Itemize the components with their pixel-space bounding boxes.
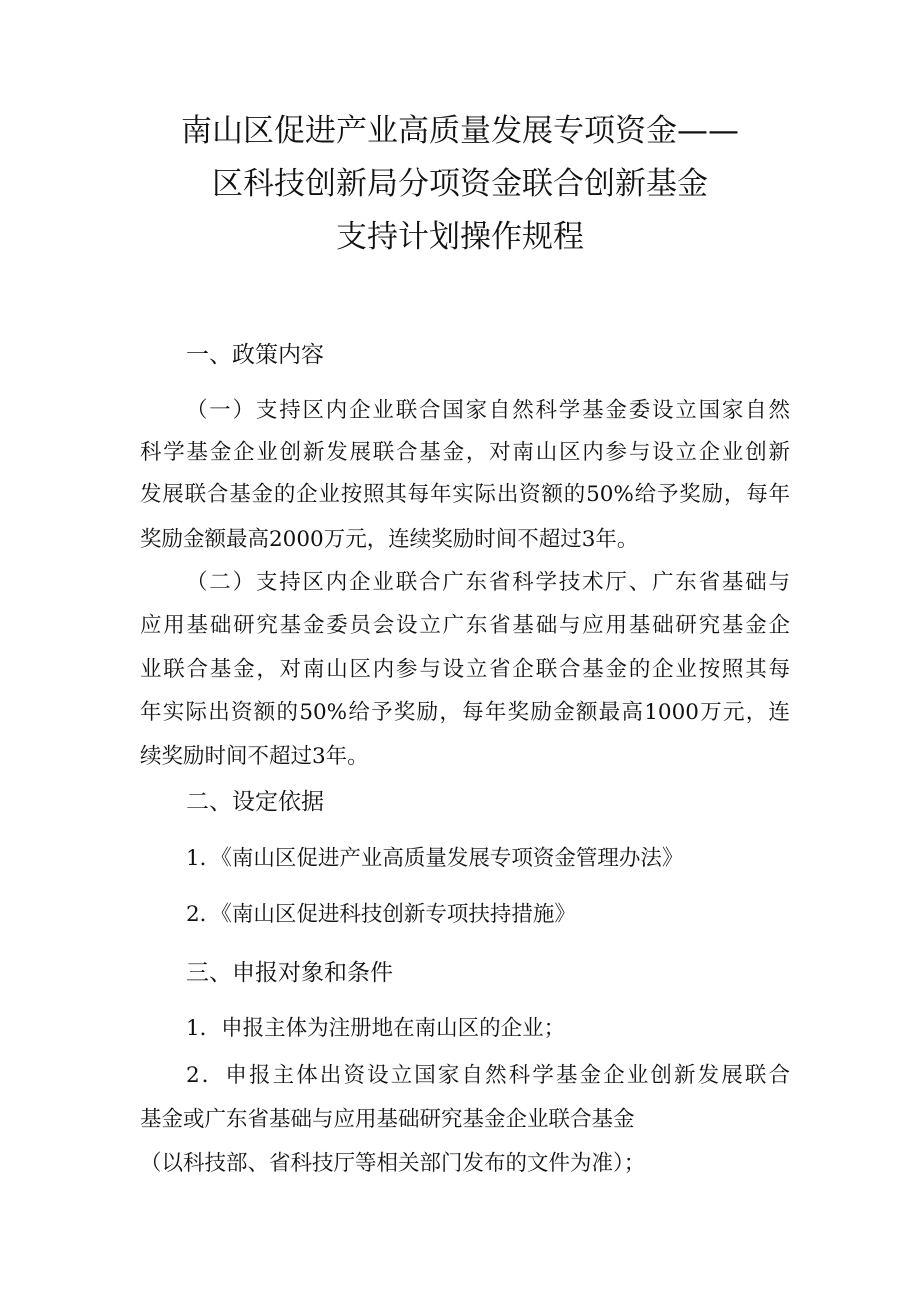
section-heading-basis: 二、设定依据 [186,789,324,815]
policy-para2-line4: 年实际出资额的50%给予奖励，每年奖励金额最高1000万元，连 [140,700,790,725]
policy-para1-line1: （一）支持区内企业联合国家自然科学基金委设立国家自然 [186,398,790,423]
eligibility-item-1: 1．申报主体为注册地在南山区的企业； [186,1016,566,1041]
eligibility-item-2-line1: 2．申报主体出资设立国家自然科学基金企业创新发展联合 [186,1063,790,1088]
eligibility-item-2-line2: 基金或广东省基础与应用基础研究基金企业联合基金 [140,1107,635,1132]
section-heading-policy: 一、政策内容 [186,342,324,368]
title-line-3: 支持计划操作规程 [336,219,584,255]
section-heading-eligibility: 三、申报对象和条件 [186,960,393,986]
title-line-1: 南山区促进产业高质量发展专项资金—— [181,113,739,149]
policy-para1-line3: 发展联合基金的企业按照其每年实际出资额的50%给予奖励，每年 [140,482,790,507]
policy-para2-line1: （二）支持区内企业联合广东省科学技术厅、广东省基础与 [186,570,790,595]
policy-para1-line2: 科学基金企业创新发展联合基金，对南山区内参与设立企业创新 [140,440,790,465]
basis-item-2: 2．《南山区促进科技创新专项扶持措施》 [186,902,576,927]
policy-para2-line5: 续奖励时间不超过3年。 [140,744,369,769]
policy-para2-line3: 业联合基金，对南山区内参与设立省企联合基金的企业按照其每 [140,657,790,682]
policy-para1-line4: 奖励金额最高2000万元，连续奖励时间不超过3年。 [140,527,639,552]
basis-item-1: 1．《南山区促进产业高质量发展专项资金管理办法》 [186,846,684,871]
eligibility-item-2-line3: （以科技部、省科技厅等相关部门发布的文件为准）； [140,1151,646,1176]
policy-para2-line2: 应用基础研究基金委员会设立广东省基础与应用基础研究基金企 [140,613,790,638]
title-line-2: 区科技创新局分项资金联合创新基金 [212,166,708,202]
